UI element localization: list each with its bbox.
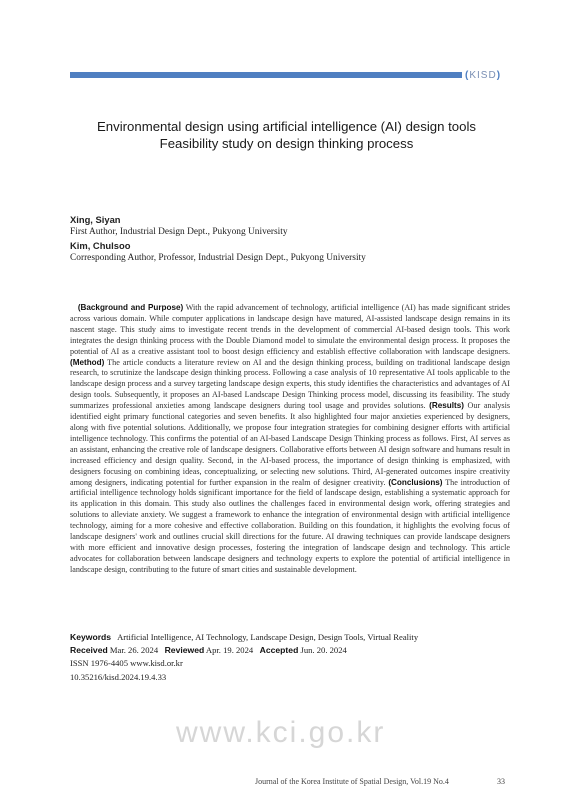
footer-journal: Journal of the Korea Institute of Spatial Design, Vol.19 No.4: [255, 777, 449, 786]
reviewed-date: Apr. 19. 2024: [205, 645, 254, 656]
abstract-conclusions-text: The introduction of artificial intelligence technology holds significant importance for the field of landscape design, establishing a systematic approach for its application in this domain. This study also outlines the challenges faced in environmental design work, offering strategies and solutions to alleviate anxiety. We suggest a framework to enhance the integration of environmental design with artificial intelligence technology, aiming for a more cohesive and effective collaboration. Building on this foundation, it highlights the evolving focus of landscape designers' work and outlines crucial skill directions for the future. AI drawing techniques can provide landscape designers with more efficient and innovative design processes, fostering the integration of landscape design and technology. This article advocates for collaboration between landscape designers and technology experts to explore the potential of artificial intelligence in landscape design, contributing to the future of smart cities and sustainable development.: [70, 477, 510, 574]
abstract-results-label: (Results): [429, 401, 464, 411]
doi-line: 10.35216/kisd.2024.19.4.33: [70, 671, 167, 682]
issn-line: ISSN 1976-4405 www.kisd.or.kr: [70, 658, 183, 669]
title-line-2: Feasibility study on design thinking process: [159, 136, 414, 151]
author-affiliation: Corresponding Author, Professor, Industrial Design Dept., Pukyong University: [70, 253, 366, 263]
dates-line: [70, 644, 510, 657]
abstract: [70, 303, 510, 576]
abstract-results-text: Our analysis identified eight primary functional categories and seven benefits. It also highlighted four major anxieties experienced by designers, along with five potential solutions. Additionally, we propose four integration strategies for combining designer efforts with artificial intelligence technology. This confirms the potential of an AI-based Landscape Design Thinking process as follows. First, AI serves as an assistant, enhancing the creative role of landscape designers. Collaborative efforts between AI design software and humans result in increased efficiency and design quality. Second, in the AI-based process, the importance of design thinking is emphasized, with designers focusing on combining ideas, conceptualizing, or selecting new solutions. Third, AI-generated outcomes inspire creativity among designers, indicating potential for further expansion in the realm of designer creativity.: [70, 401, 510, 487]
accepted-date: Jun. 20. 2024: [300, 645, 347, 656]
author-name: Xing, Siyan: [70, 214, 121, 225]
abstract-background-text: With the rapid advancement of technology, artificial intelligence (AI) has made significant strides across various domain. While computer applications in landscape design have matured, AI-assisted landscape design remains in its nascent stage. This study aims to investigate recent trends in the development of commercial AI-based design tools. This work integrates the design thinking process with the Double Diamond model to simulate the environmental design process. It proposes the potential of AI as a creative assistant tool to boost design efficiency and establish effective collaboration with landscape designers.: [70, 303, 511, 356]
abstract-conclusions-label: (Conclusions): [388, 477, 443, 487]
watermark: www.kci.go.kr: [176, 716, 386, 749]
keywords-label: Keywords: [70, 632, 112, 642]
paper-title: [60, 118, 513, 152]
accepted-label: Accepted: [259, 645, 299, 656]
journal-logo: (KISD): [465, 70, 502, 81]
abstract-method-label: (Method): [70, 357, 105, 367]
header-rule: [70, 72, 462, 78]
abstract-background-label: (Background and Purpose): [77, 303, 184, 312]
title-line-1: Environmental design using artificial intelligence (AI) design tools: [97, 119, 476, 134]
article-metadata: [70, 631, 510, 684]
keywords-line: [70, 631, 510, 644]
reviewed-label: Reviewed: [164, 645, 205, 656]
author-affiliation: First Author, Industrial Design Dept., Pukyong University: [70, 227, 288, 237]
received-date: Mar. 26. 2024: [109, 645, 159, 656]
author-block: [70, 213, 510, 265]
received-label: Received: [70, 645, 108, 656]
page-number: 33: [497, 777, 505, 786]
author-name: Kim, Chulsoo: [70, 240, 131, 251]
keywords-text: Artificial Intelligence, AI Technology, Landscape Design, Design Tools, Virtual Reality: [117, 632, 419, 642]
abstract-method-text: The article conducts a literature review on AI and the design thinking process, building on traditional landscape design research, to scrutinize the landscape design thinking process. Following a case analysis of 10 representative AI tools applicable to the landscape design process and a survey targeting landscape design experts, this study identifies the characteristics and advantages of AI design tools. Subsequently, it proposes an AI-based Landscape Design Thinking process model, discussing its feasibility. The study summarizes professional anxieties among landscape designers during tool usage and provides solutions.: [70, 357, 510, 411]
